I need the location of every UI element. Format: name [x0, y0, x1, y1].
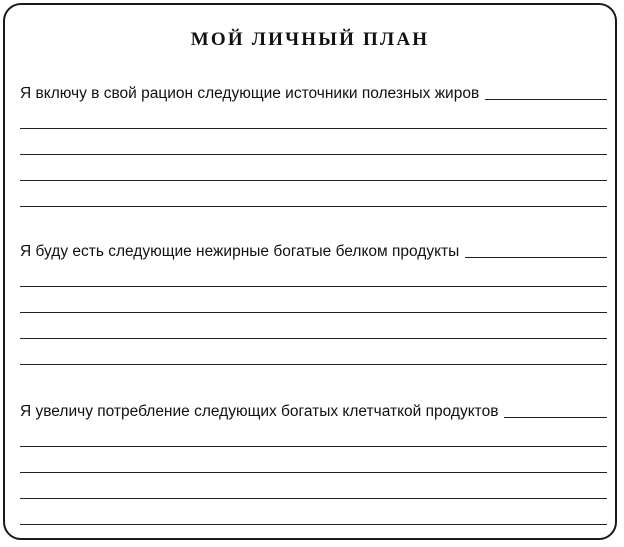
answer-line [20, 181, 607, 207]
answer-line [20, 473, 607, 499]
answer-line [20, 339, 607, 365]
answer-line [20, 421, 607, 447]
answer-line [20, 103, 607, 129]
answer-line [20, 261, 607, 287]
section-healthy-fats [20, 79, 607, 207]
answer-line [20, 129, 607, 155]
prompt-row [20, 237, 607, 261]
prompt-row [20, 397, 607, 421]
prompt-row [20, 79, 607, 103]
section-prompt: Я буду есть следующие нежирные богатые белком продукты [20, 243, 460, 260]
personal-plan-card [3, 3, 617, 540]
section-prompt: Я увеличу потребление следующих богатых клетчаткой продуктов [20, 403, 499, 420]
answer-line [20, 155, 607, 181]
inline-answer-line [465, 256, 607, 258]
section-fiber [20, 397, 607, 525]
section-lean-protein [20, 237, 607, 365]
page-title: МОЙ ЛИЧНЫЙ ПЛАН [190, 29, 430, 50]
answer-line [20, 287, 607, 313]
inline-answer-line [504, 416, 607, 418]
answer-line [20, 447, 607, 473]
answer-line [20, 499, 607, 525]
answer-line [20, 313, 607, 339]
section-prompt: Я включу в свой рацион следующие источники полезных жиров [20, 85, 480, 102]
inline-answer-line [485, 98, 607, 100]
